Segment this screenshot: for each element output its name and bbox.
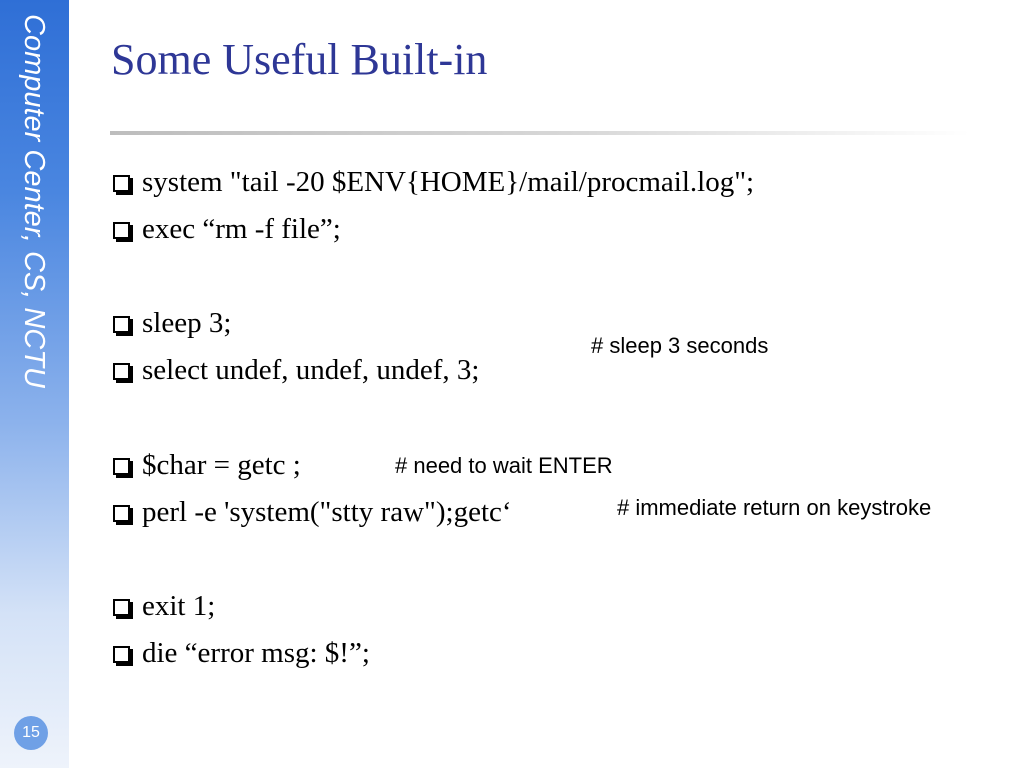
checkbox-bullet-icon [113, 175, 130, 192]
bullet-text: perl -e 'system("stty raw");getc‘ [142, 496, 512, 528]
checkbox-bullet-icon [113, 222, 130, 239]
bullet-item [113, 635, 370, 671]
comment-immediate-return: # immediate return on keystroke [617, 495, 932, 520]
bullet-item [113, 305, 231, 341]
checkbox-bullet-icon [113, 458, 130, 475]
sidebar-caption: Computer Center, CS, NCTU [18, 14, 50, 388]
comment-sleep: # sleep 3 seconds [591, 333, 769, 358]
bullet-item [113, 352, 479, 388]
bullet-text: system "tail -20 $ENV{HOME}/mail/procmail.log"; [142, 166, 755, 198]
comment-need-enter: # need to wait ENTER [395, 453, 613, 478]
checkbox-bullet-icon [113, 646, 130, 663]
bullet-text: sleep 3; [142, 307, 232, 339]
bullet-item [113, 211, 341, 247]
bullet-item [113, 588, 215, 624]
checkbox-bullet-icon [113, 505, 130, 522]
bullet-text: die “error msg: $!”; [142, 637, 370, 669]
bullet-text: select undef, undef, undef, 3; [142, 354, 480, 386]
slide-title: Some Useful Built-in [111, 35, 488, 84]
title-divider [110, 131, 970, 135]
bullet-text: exit 1; [142, 590, 216, 622]
bullet-text: exec “rm -f file”; [142, 213, 341, 245]
checkbox-bullet-icon [113, 363, 130, 380]
bullet-text: $char = getc ; [142, 449, 301, 481]
bullet-item [113, 447, 301, 483]
bullet-item [113, 494, 512, 530]
sidebar [0, 0, 69, 768]
page-number-badge: 15 [14, 716, 48, 750]
checkbox-bullet-icon [113, 599, 130, 616]
bullet-item [113, 164, 754, 200]
checkbox-bullet-icon [113, 316, 130, 333]
